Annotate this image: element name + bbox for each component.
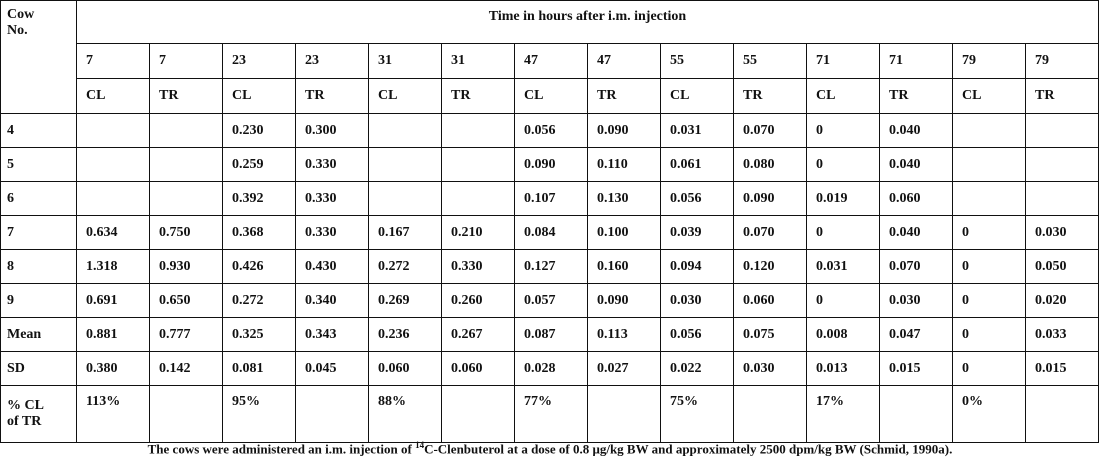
cow-number-header [1, 1, 77, 114]
table-cell: 0.343 [296, 318, 369, 352]
table-cell: 0.090 [588, 284, 661, 318]
type-header-cell: CL [661, 79, 734, 114]
table-cell [442, 114, 515, 148]
table-cell: 0.040 [880, 114, 953, 148]
type-header-cell: TR [880, 79, 953, 114]
table-cell: 0.047 [880, 318, 953, 352]
table-cell: 0.090 [588, 114, 661, 148]
percent-cell [734, 386, 807, 443]
table-cell: 0.040 [880, 216, 953, 250]
table-cell: 0.272 [369, 250, 442, 284]
table-cell: 0.015 [1026, 352, 1099, 386]
table-cell: 0.060 [369, 352, 442, 386]
type-header-cell: TR [150, 79, 223, 114]
table-cell: 0.691 [77, 284, 150, 318]
header-row-types [1, 79, 1099, 114]
table-row [1, 250, 1099, 284]
hour-header-cell: 23 [296, 44, 369, 79]
table-caption [0, 440, 1100, 457]
table-cell: 0 [807, 148, 880, 182]
table-cell: 0.075 [734, 318, 807, 352]
table-cell: 0 [953, 318, 1026, 352]
table-cell: 0.056 [661, 318, 734, 352]
hour-header-cell: 79 [953, 44, 1026, 79]
table-cell: 0.027 [588, 352, 661, 386]
percent-cell [296, 386, 369, 443]
table-cell: 0.160 [588, 250, 661, 284]
table-cell [442, 148, 515, 182]
table-cell: 0.300 [296, 114, 369, 148]
cow-header-line1: Cow [7, 7, 35, 22]
hour-header-cell: 47 [515, 44, 588, 79]
table-cell: 0.030 [880, 284, 953, 318]
type-header-cell: TR [296, 79, 369, 114]
table-cell: 0.050 [1026, 250, 1099, 284]
table-cell: 0.650 [150, 284, 223, 318]
table-cell: 0.019 [807, 182, 880, 216]
table-cell: 0.634 [77, 216, 150, 250]
hour-header-cell: 71 [880, 44, 953, 79]
hour-header-cell: 7 [150, 44, 223, 79]
type-header-cell: TR [734, 79, 807, 114]
table-cell [442, 182, 515, 216]
table-cell: 0 [953, 352, 1026, 386]
type-header-cell: TR [588, 79, 661, 114]
row-label: SD [1, 352, 77, 386]
table-row [1, 114, 1099, 148]
table-cell: 0.380 [77, 352, 150, 386]
row-label: 4 [1, 114, 77, 148]
table-cell: 0.015 [880, 352, 953, 386]
table-cell: 0.426 [223, 250, 296, 284]
table-cell: 0.330 [296, 182, 369, 216]
table-cell: 0.750 [150, 216, 223, 250]
percent-cell: 77% [515, 386, 588, 443]
table-cell: 0.260 [442, 284, 515, 318]
percent-label-line2: of TR [7, 414, 42, 429]
table-row [1, 216, 1099, 250]
table-cell: 0.272 [223, 284, 296, 318]
table-cell: 0.060 [880, 182, 953, 216]
table-cell: 0 [953, 284, 1026, 318]
table-cell: 0.090 [734, 182, 807, 216]
table-cell: 0.267 [442, 318, 515, 352]
row-label: 7 [1, 216, 77, 250]
table-cell: 0.430 [296, 250, 369, 284]
table-cell: 0.040 [880, 148, 953, 182]
table-cell [150, 182, 223, 216]
percent-row [1, 386, 1099, 443]
table-row [1, 148, 1099, 182]
table-cell: 0.020 [1026, 284, 1099, 318]
table-cell: 0 [807, 114, 880, 148]
table-cell [953, 114, 1026, 148]
table-cell: 0.330 [296, 216, 369, 250]
table-cell: 0.325 [223, 318, 296, 352]
table-cell: 0.070 [734, 216, 807, 250]
percent-cell [442, 386, 515, 443]
table-cell: 0 [953, 250, 1026, 284]
table-cell: 0.368 [223, 216, 296, 250]
table-cell: 0.080 [734, 148, 807, 182]
table-cell: 0.110 [588, 148, 661, 182]
hour-header-cell: 71 [807, 44, 880, 79]
table-cell: 0.030 [661, 284, 734, 318]
percent-cell [880, 386, 953, 443]
table-cell: 0 [807, 216, 880, 250]
percent-cell: 88% [369, 386, 442, 443]
table-cell: 0.130 [588, 182, 661, 216]
table-cell: 0.060 [734, 284, 807, 318]
row-label: 5 [1, 148, 77, 182]
table-cell: 0.094 [661, 250, 734, 284]
table-cell: 0.030 [734, 352, 807, 386]
table-cell: 0.061 [661, 148, 734, 182]
table-cell: 0.236 [369, 318, 442, 352]
type-header-cell: CL [807, 79, 880, 114]
table-cell: 0.039 [661, 216, 734, 250]
table-cell: 0.045 [296, 352, 369, 386]
table-cell: 0.031 [807, 250, 880, 284]
time-header: Time in hours after i.m. injection [77, 1, 1099, 44]
caption-text-after: C-Clenbuterol at a dose of 0.8 μg/kg BW and approximately 2500 dpm/kg BW (Schmid, 1990a). [424, 441, 953, 457]
table-cell: 0.269 [369, 284, 442, 318]
table-row [1, 284, 1099, 318]
table-cell: 0.081 [223, 352, 296, 386]
table-cell: 0.084 [515, 216, 588, 250]
table-cell: 0.330 [442, 250, 515, 284]
hour-header-cell: 55 [734, 44, 807, 79]
type-header-cell: CL [77, 79, 150, 114]
table-cell: 0 [953, 216, 1026, 250]
table-cell [369, 148, 442, 182]
table-cell: 0.060 [442, 352, 515, 386]
table-cell: 0.033 [1026, 318, 1099, 352]
table-cell: 0.070 [880, 250, 953, 284]
percent-cell [588, 386, 661, 443]
table-cell: 0.100 [588, 216, 661, 250]
table-cell: 0.340 [296, 284, 369, 318]
table-cell: 0.167 [369, 216, 442, 250]
table-cell: 0.113 [588, 318, 661, 352]
percent-cell: 75% [661, 386, 734, 443]
type-header-cell: TR [442, 79, 515, 114]
caption-text-before: The cows were administered an i.m. injection of [147, 441, 416, 457]
table-cell [369, 182, 442, 216]
table-cell [953, 182, 1026, 216]
table-cell: 0.259 [223, 148, 296, 182]
percent-row-label [1, 386, 77, 443]
row-label: 9 [1, 284, 77, 318]
table-cell: 0.057 [515, 284, 588, 318]
percent-cell: 95% [223, 386, 296, 443]
table-cell: 0.008 [807, 318, 880, 352]
table-cell: 1.318 [77, 250, 150, 284]
table-cell [77, 114, 150, 148]
table-cell: 0.090 [515, 148, 588, 182]
table-cell [1026, 182, 1099, 216]
table-cell: 0.230 [223, 114, 296, 148]
table-cell: 0.142 [150, 352, 223, 386]
row-label: 8 [1, 250, 77, 284]
type-header-cell: CL [223, 79, 296, 114]
table-cell: 0.392 [223, 182, 296, 216]
table-cell: 0.056 [661, 182, 734, 216]
table-cell [1026, 114, 1099, 148]
table-cell: 0.330 [296, 148, 369, 182]
table-cell: 0.120 [734, 250, 807, 284]
table-cell [369, 114, 442, 148]
table-row [1, 182, 1099, 216]
percent-cell: 17% [807, 386, 880, 443]
table-cell [1026, 148, 1099, 182]
table-cell: 0.070 [734, 114, 807, 148]
table-cell [150, 114, 223, 148]
table-cell: 0.087 [515, 318, 588, 352]
type-header-cell: CL [953, 79, 1026, 114]
table-cell [77, 148, 150, 182]
table-cell [150, 148, 223, 182]
table-cell: 0.881 [77, 318, 150, 352]
row-label: 6 [1, 182, 77, 216]
header-row-hours [1, 44, 1099, 79]
hour-header-cell: 31 [369, 44, 442, 79]
table-cell: 0.056 [515, 114, 588, 148]
header-row-title [1, 1, 1099, 44]
table-cell: 0.022 [661, 352, 734, 386]
table-cell: 0.930 [150, 250, 223, 284]
percent-cell [1026, 386, 1099, 443]
table-cell: 0.107 [515, 182, 588, 216]
percent-cell [150, 386, 223, 443]
table-cell: 0.030 [1026, 216, 1099, 250]
table-cell: 0.777 [150, 318, 223, 352]
row-label: Mean [1, 318, 77, 352]
percent-cell: 113% [77, 386, 150, 443]
percent-label-line1: % CL [7, 398, 44, 413]
hour-header-cell: 47 [588, 44, 661, 79]
table-cell: 0.210 [442, 216, 515, 250]
table-row [1, 318, 1099, 352]
cow-header-line2: No. [7, 23, 28, 38]
hour-header-cell: 23 [223, 44, 296, 79]
table-row [1, 352, 1099, 386]
hour-header-cell: 31 [442, 44, 515, 79]
hour-header-cell: 55 [661, 44, 734, 79]
table-cell: 0 [807, 284, 880, 318]
percent-cell: 0% [953, 386, 1026, 443]
type-header-cell: CL [369, 79, 442, 114]
table-cell: 0.028 [515, 352, 588, 386]
type-header-cell: TR [1026, 79, 1099, 114]
table-cell: 0.013 [807, 352, 880, 386]
table-cell: 0.127 [515, 250, 588, 284]
hour-header-cell: 79 [1026, 44, 1099, 79]
table-cell [953, 148, 1026, 182]
hour-header-cell: 7 [77, 44, 150, 79]
table-cell: 0.031 [661, 114, 734, 148]
table-cell [77, 182, 150, 216]
type-header-cell: CL [515, 79, 588, 114]
caption-superscript: 14 [415, 440, 425, 450]
